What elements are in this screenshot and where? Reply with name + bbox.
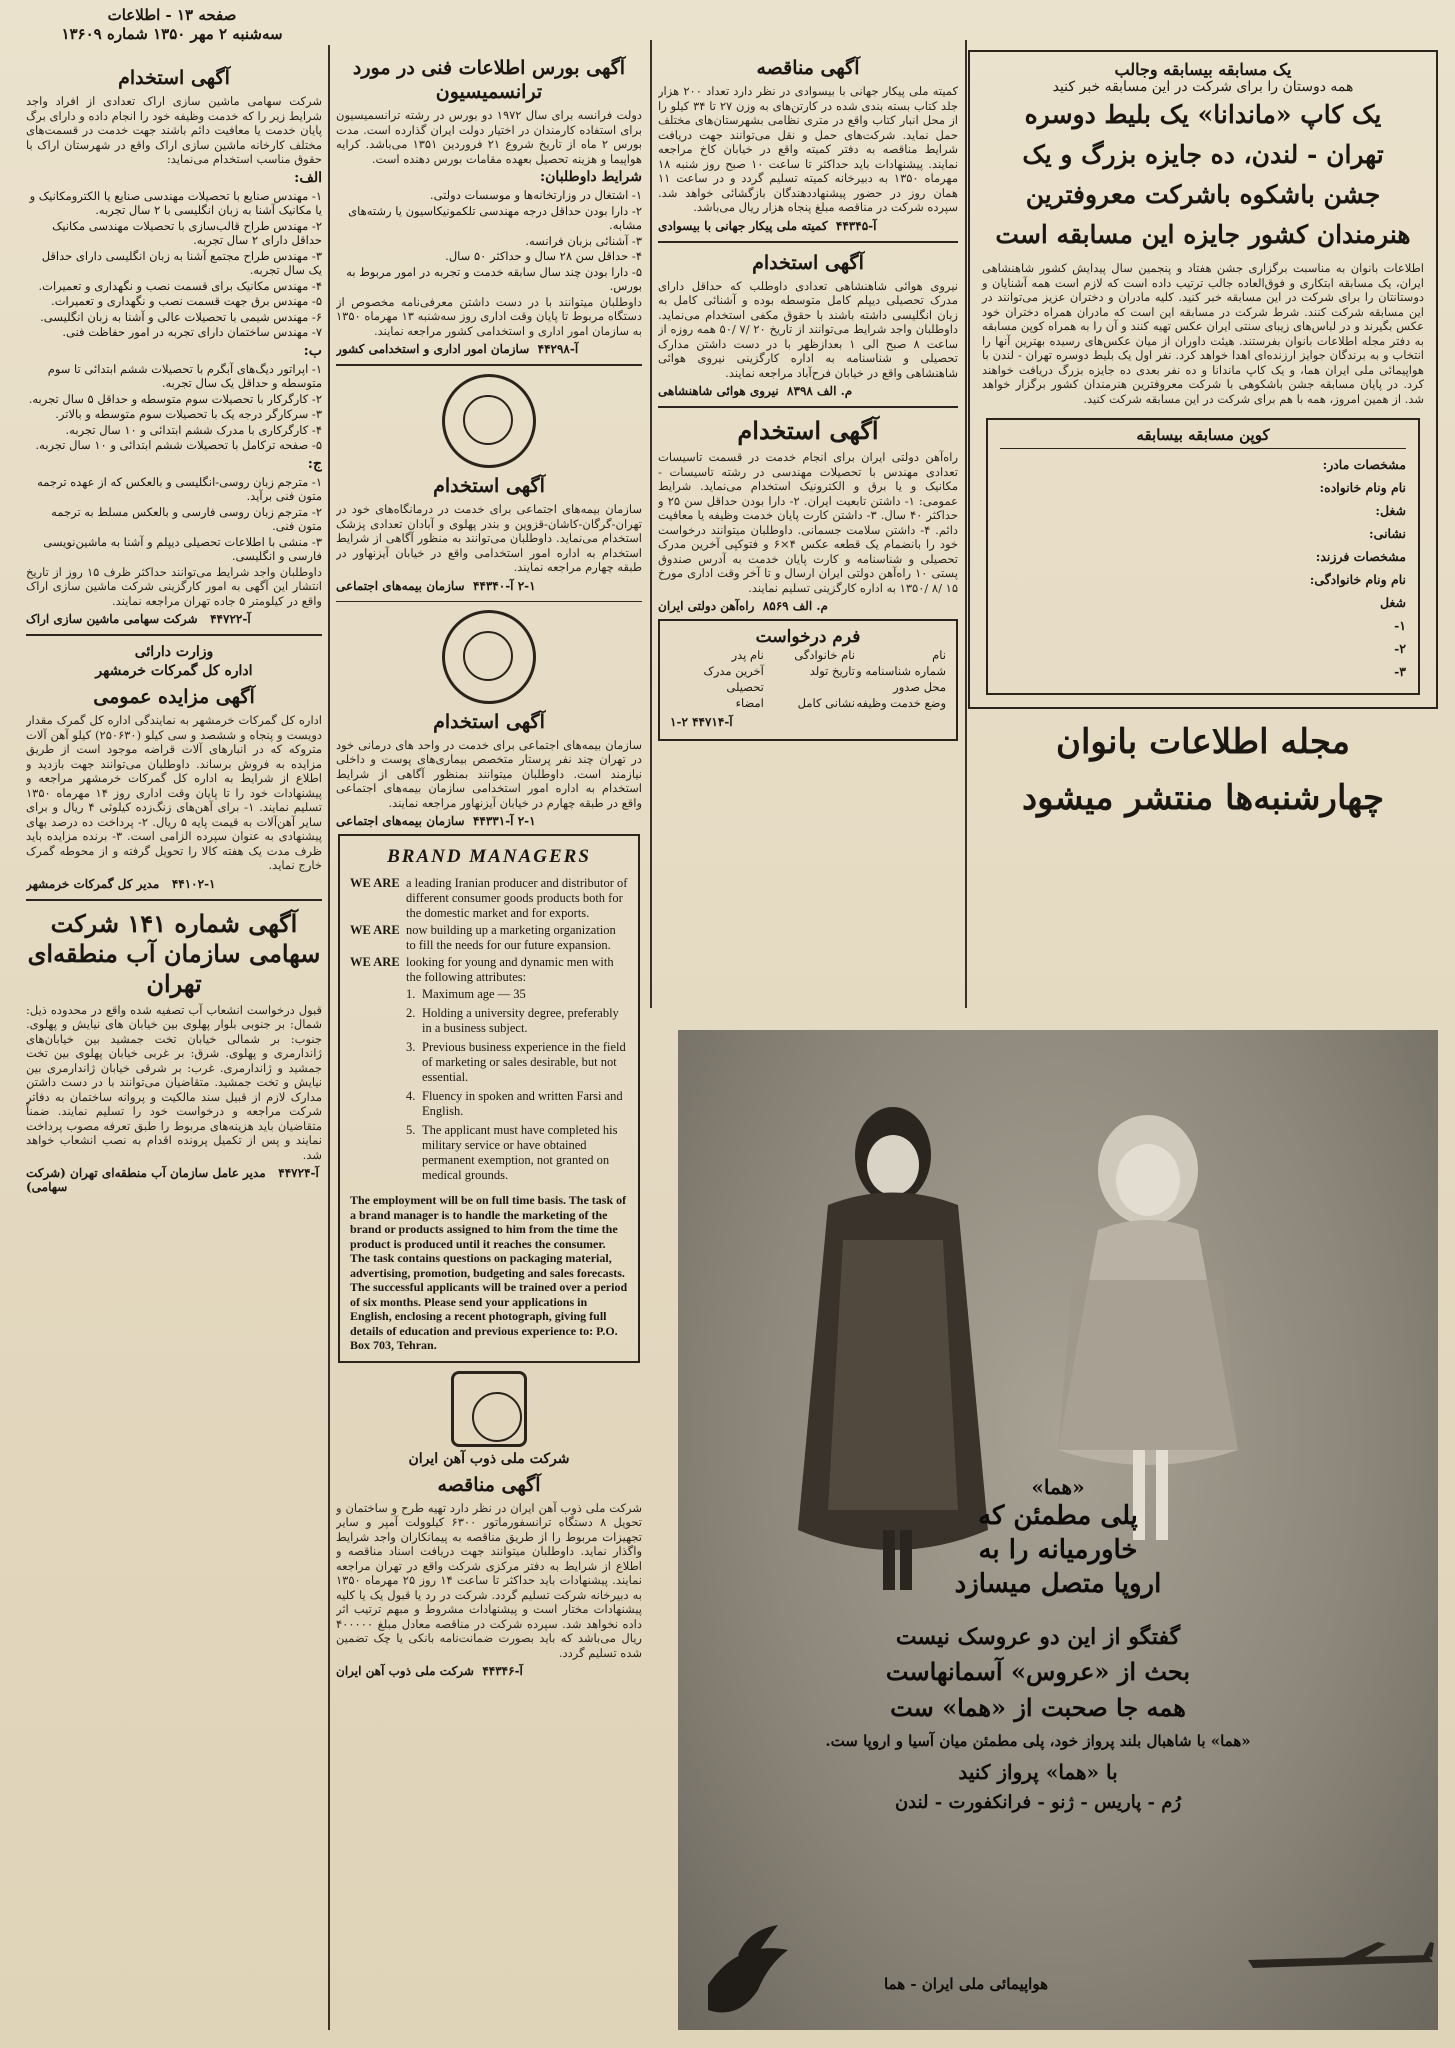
steel-company-logo-icon — [451, 1371, 527, 1447]
coupon-fields — [1000, 457, 1406, 679]
brand-requirement — [406, 1040, 628, 1085]
company-name: شرکت ملی ذوب آهن ایران — [408, 1450, 570, 1467]
contest-ad — [968, 50, 1438, 709]
requirement-text: The applicant must have completed his military service or have obtained permanent exemption, not granted on medical grounds. — [422, 1123, 618, 1182]
brand-requirement — [406, 1089, 628, 1119]
ad-code: م. الف ۸۳۹۸ — [787, 384, 853, 398]
requirement-number: 2. — [406, 1006, 416, 1020]
advertiser-signature — [336, 814, 642, 828]
employment-ad-title: آگهی استخدام — [433, 710, 545, 733]
advertiser-name: کمیته ملی پیکار جهانی با بیسوادی — [658, 218, 828, 233]
tender-ad-title: آگهی مناقصه — [756, 57, 860, 79]
ad-code: ۴۴۱۰۲-۱ — [171, 876, 216, 891]
condition-item: ۲- دارا بودن حداقل درجه مهندسی تلکمونیکاسیون یا رشته‌های مشابه. — [348, 203, 642, 232]
requirement-item: ۴- کارگرکاری با مدرک ششم ابتدائی و ۱۰ سال تجربه. — [65, 422, 322, 437]
form-field-label: شماره شناسنامه و محل صدور — [856, 664, 946, 694]
advertiser-name: نیروی هوائی شاهنشاهی — [658, 384, 779, 398]
employment-ad-footer: داوطلبان واجد شرایط می‌توانند حداکثر ظرف ۱۵ روز از تاریخ انتشار این آگهی به امور کارگزینی شرکت ماشین سازی اراک واقع در کیلومتر ۵ جاده تهران مراجعه نمایند. — [26, 564, 322, 608]
requirement-item: ۵- مهندس برق جهت قسمت نصب و نگهداری و تعمیرات. — [51, 294, 322, 308]
water-ad-title: آگهی شماره ۱۴۱ شرکت سهامی سازمان آب منطقه‌ای تهران — [27, 908, 321, 998]
employment-ad-body: راه‌آهن دولتی ایران برای انجام خدمت در قسمت تاسیسات تعدادی مهندس با تحصیلات مهندسی در رشته تاسیسات - مکانیک و یا برق و الکترونیک استخدام می‌نماید. شرایط عمومی: ۱- داشتن تابعیت ایران. ۲- دارا بودن حداقل سن ۲۵ و حداکثر ۴۰ سال. ۳- داشتن کارت پایان خدمت وظیفه یا معافیت دائم. ۴- داشتن سلامت جسمانی. داوطلبان میتوانند درخواست خود را بانضمام یک قطعه عکس ۴×۶ و فتوکپی آخرین مدرک تحصیلی و شناسنامه و کارت پایان خدمت به آدرس صندوق پستی ۱۰ راه‌آهن دولتی ایران ارسال و تا آخر وقت اداری مورخ ۱۵ /۸ /۱۳۵۰ به اداره کارگزینی تسلیم نمایند. — [658, 450, 958, 595]
we-are-label: WE ARE — [350, 955, 400, 969]
homa-airline-name: هواپیمائی ملی ایران - هما — [883, 1975, 1048, 1993]
ad-code: آ-۴۴۲۹۸ — [537, 342, 579, 356]
requirement-item: ۲- مترجم زبان روسی فارسی و بالعکس مسلط به ترجمه متون فنی. — [51, 504, 322, 533]
employment-ad-body: سازمان بیمه‌های اجتماعی برای خدمت در واحد های درمانی خود در تهران چند نفر پرستار متخصص بیماری‌های پوست و داخلی نیازمند است. داوطلبان میتوانند بمنظور آگاهی از شرایط استخدام به اداره امور استخدامی سازمان بیمه‌های اجتماعی واقع در طبقه چهارم در خیابان آیزنهاور مراجعه نمایند. — [336, 737, 642, 810]
column-2 — [336, 50, 642, 2030]
homa-line-5: با «هما» پرواز کنید — [958, 1760, 1118, 1784]
ad-code: آ-۴۴۷۲۴ — [278, 1166, 319, 1180]
employment-ad-title: آگهی استخدام — [118, 67, 230, 89]
homa-slogan-line: پلی مطمئن که — [978, 1501, 1138, 1531]
brand-we-are-row — [350, 955, 628, 985]
application-form-fields — [670, 647, 946, 711]
column-4 — [968, 50, 1438, 1008]
ministry-name: وزارت دارائی — [134, 644, 214, 660]
requirement-item: ۴- مهندس مکانیک برای قسمت نصب و نگهداری و تعمیرات. — [38, 278, 322, 293]
brand-we-are-row — [350, 876, 628, 921]
brand-requirement — [406, 1123, 628, 1183]
ad-code: ۲-۱ آ-۴۴۳۳۱ — [472, 814, 536, 828]
advertiser-name: راه‌آهن دولتی ایران — [658, 599, 755, 613]
requirement-number: 4. — [406, 1089, 416, 1103]
brand-managers-title: BRAND MANAGERS — [387, 846, 591, 867]
advertiser-signature — [26, 877, 322, 891]
homa-slogan — [928, 1499, 1188, 1601]
advertiser-signature — [26, 612, 322, 626]
advertiser-name: مدیر کل گمرکات خرمشهر — [26, 876, 160, 891]
scholarship-ad-body: دولت فرانسه برای سال ۱۹۷۲ دو بورس در رشته ترانسمیسیون برای استفاده کارمندان در اختیار دولت ایران گذارده است. مدت بورس ۲ ماه از تاریخ شروع ۲۱ فروردین ۱۳۵۱ می‌باشد. کرایه هواپیما و هزینه تحصیل بعهده مقامات بورس دهنده است. — [336, 108, 642, 166]
form-field-label: وضع خدمت وظیفه — [856, 696, 946, 710]
employment-ad-body: سازمان بیمه‌های اجتماعی برای خدمت در درمانگاه‌های خود در تهران-گرگان-کاشان-قزوین و بندر پهلوی و آبادان تعدادی پزشک استخدام می‌نماید. داوطلبان می‌توانند به منظور آگاهی از شرایط استخدام به اداره امور استخدامی واقع در خیابان آیزنهاور در طبقه چهارم مراجعه نمایند. — [336, 502, 642, 574]
column-rule — [965, 40, 967, 1008]
contest-headline-line: هنرمندان کشور جایزه این مسابقه است — [995, 220, 1411, 249]
homa-slogan-line: اروپا متصل میسازد — [954, 1569, 1162, 1599]
advertiser-signature — [658, 219, 958, 233]
requirement-item: ۳- مهندس طراح مجتمع آشنا به زبان انگلیسی دارای حداقل یک سال تجربه. — [41, 248, 322, 277]
water-ad-body: قبول درخواست انشعاب آب تصفیه شده واقع در محدوده ذیل: شمال: بر جنوبی بلوار پهلوی بین خیابان های نیایش و پهلوی. جنوب: بر شمالی خیابان تخت جمشید بین خیابان‌های ژاندارمری و پهلوی. شرق: بر غربی خیابان پهلوی بین تخت جمشید و ژاندارمری. غرب: بر شرقی خیابان ژاندارمری بین نیایش و تخت جمشید. متقاضیان می‌توانند با در دست داشتن مدارک لازم از قبیل سند مالکیت و پروانه ساختمان به دفاتر شرکت مراجعه و درخواست خود را تسلیم نمایند. ضمناً متقاضیان باید هزینه‌های مربوط را طبق تعرفه مصوب پرداخت نمایند و پس از تکمیل پرونده اقدام به نصب انشعاب خواهد شد. — [26, 1002, 322, 1162]
requirement-number: 1. — [406, 987, 416, 1001]
requirement-item: ۳- منشی با اطلاعات تحصیلی دیپلم و آشنا به ماشین‌نویسی فارسی و انگلیسی. — [43, 534, 322, 563]
condition-item: ۴- حداقل سن ۲۸ سال و حداکثر ۵۰ سال. — [445, 249, 642, 263]
requirement-text: Fluency in spoken and written Farsi and English. — [422, 1089, 623, 1118]
conditions-list — [336, 188, 642, 294]
homa-brand: «هما» — [1031, 1475, 1085, 1499]
coupon-field: شغل — [1380, 595, 1406, 610]
form-field-label: نام پدر — [731, 648, 764, 662]
we-are-label: WE ARE — [350, 876, 400, 890]
requirement-text: Holding a university degree, preferably in a business subject. — [422, 1006, 619, 1035]
application-form — [658, 619, 958, 741]
coupon-field: ۳- — [1394, 664, 1406, 679]
form-field-label: تاریخ تولد — [809, 664, 855, 678]
column-1 — [26, 60, 322, 2030]
we-are-text: now building up a marketing organization to fill the needs for our future expansion. — [406, 923, 616, 952]
employment-ad-title: آگهی استخدام — [433, 475, 545, 497]
advertiser-signature — [336, 1664, 642, 1678]
advertiser-name: مدیر عامل سازمان آب منطقه‌ای تهران (شرکت سهامی) — [26, 1166, 266, 1194]
brand-managers-ad — [338, 834, 640, 1363]
brand-requirements-list — [350, 987, 628, 1183]
ad-code: آ-۴۴۳۴۵ — [835, 218, 877, 233]
homa-line-1: گفتگو از این دو عروسک نیست — [895, 1624, 1181, 1650]
advertiser-signature — [26, 1166, 322, 1194]
ad-code: آ-۴۴۷۲۲ — [210, 612, 251, 626]
ad-code: م. الف ۸۵۶۹ — [762, 599, 828, 613]
coupon-field: نام ونام خانوادگی: — [1309, 572, 1406, 587]
homa-slogan-line: خاورمیانه را به — [978, 1535, 1138, 1565]
section-label: ب: — [303, 342, 322, 359]
employment-ad-body: نیروی هوائی شاهنشاهی تعدادی داوطلب که حداقل دارای مدرک تحصیلی دیپلم کامل متوسطه بوده و آشنائی کامل به زبان انگلیسی داشته باشند با حقوق مکفی استخدام می‌نماید. داوطلبان واجد شرایط می‌توانند از تاریخ ۲۰ /۷ /۵۰ همه روزه از ساعت ۸ صبح الی ۱ بعدازظهر با در دست داشتن مدارک تحصیلی و شناسنامه به اداره کارگزینی نیروی هوائی شاهنشاهی واقع در خیابان فرح‌آباد مراجعه نمایند. — [658, 278, 958, 380]
ad-code: آ-۴۴۳۴۶ — [482, 1664, 523, 1678]
requirement-item: ۵- صفحه ترکامل با تحصیلات ششم ابتدائی و ۱۰ سال تجربه. — [35, 438, 322, 452]
requirement-text: Maximum age — 35 — [422, 987, 526, 1001]
coupon-field: نشانی: — [1369, 526, 1406, 541]
requirement-number: 3. — [406, 1040, 416, 1054]
requirement-item: ۲- مهندس طراح قالب‌سازی با تحصیلات مهندسی مکانیک حداقل دارای ۲ سال تجربه. — [52, 218, 322, 247]
requirement-item: ۷- مهندس ساختمان دارای تجربه در امور حفاظت فنی. — [62, 325, 322, 339]
requirement-item: ۶- مهندس شیمی با تحصیلات عالی و آشنا به زبان انگلیسی. — [40, 309, 322, 324]
coupon-field: ۱- — [1394, 618, 1406, 633]
requirement-item: ۱- اپراتور دیگ‌های آبگرم با تحصیلات ششم ابتدائی تا سوم متوسطه و حداقل یک سال تجربه. — [47, 361, 322, 390]
brand-we-are-list — [350, 876, 628, 985]
brand-requirement — [406, 987, 628, 1002]
page-number-line: صفحه ۱۳ - اطلاعات — [107, 6, 237, 24]
ad-code: ۲-۱ آ-۴۴۳۴۰ — [472, 578, 536, 593]
requirement-list — [26, 362, 322, 453]
homa-cities: رُم - پاریس - ژنو - فرانکفورت - لندن — [894, 1792, 1182, 1813]
homa-line-2: بحث از «عروس» آسمانهاست — [885, 1657, 1191, 1686]
coupon-field: شغل: — [1375, 503, 1406, 518]
requirement-item: ۳- سرکارگر درجه یک با تحصیلات سوم متوسطه و بالاتر. — [55, 407, 322, 421]
advertiser-signature — [658, 384, 958, 398]
magazine-schedule: چهارشنبه‌ها منتشر میشود — [1022, 778, 1384, 818]
requirement-number: 5. — [406, 1123, 416, 1137]
homa-bird-logo-icon — [708, 1925, 788, 2013]
advertiser-name: سازمان امور اداری و استخدامی کشور — [336, 342, 530, 356]
application-form-title: فرم درخواست — [755, 627, 861, 647]
form-field-label: نشانی کامل — [797, 696, 855, 710]
column-rule — [328, 45, 330, 2030]
contest-headline-line: جشن باشکوه باشرکت معروفترین — [1025, 180, 1381, 209]
we-are-text: a leading Iranian producer and distributor of different consumer goods products both for the domestic market and for exports. — [406, 876, 628, 920]
we-are-text: looking for young and dynamic men with the following attributes: — [406, 955, 614, 984]
contest-kicker: یک مسابقه بیسابقه وجالب — [1114, 60, 1292, 79]
advertiser-name: شرکت ملی ذوب آهن ایران — [336, 1664, 474, 1678]
homa-airline-ad — [678, 1030, 1438, 2030]
we-are-label: WE ARE — [350, 923, 400, 937]
coupon-field: مشخصات فرزند: — [1315, 549, 1406, 564]
employment-ad-title: آگهی استخدام — [737, 416, 879, 445]
contest-coupon — [986, 418, 1420, 695]
column-3 — [658, 50, 958, 1008]
requirement-list — [26, 475, 322, 564]
ad-divider — [658, 241, 958, 243]
scholarship-ad-title: آگهی بورس اطلاعات فنی در مورد ترانسمیسیون — [352, 57, 626, 103]
scholarship-ad-footer: داوطلبان میتوانند با در دست داشتن معرفی‌نامه مخصوص از دستگاه مربوط تا پایان وقت اداری روز سه‌شنبه ۱۳ مهرماه ۱۳۵۰ به سازمان امور اداری و استخدامی کشور مراجعه نمایند. — [336, 294, 642, 338]
auction-ad-body: اداره کل گمرکات خرمشهر به نمایندگی اداره کل گمرک مقدار دویست و پنجاه و ششصد و سی کیلو (۲۵۰۶۳۰) کیلو آهن آلات متروکه که در انبارهای آلات قراضه موجود است از طریق مزایده به فروش برساند. داوطلبان می‌توانند جهت بازدید و اطلاع از شرایط به اداره کل گمرکات خرمشهر مراجعه و پیشنهادات خود را تا پایان وقت اداری روز ۱۴ مهرماه ۱۳۵۰ تسلیم نمایند. ۱- برای آهن‌های زنگ‌زده کیلوئی ۴ ریال و برای سایر آهن‌آلات به قیمت پایه ۵ ریال. ۲- پرداخت ده درصد بهای پیشنهادی به عنوان سپرده الزامی است. ۳- برنده مزایده باید ظرف مدت یک هفته کالا را تحویل گرفته و از محوطه گمرک خارج نماید. — [26, 713, 322, 872]
office-name: اداره کل گمرکات خرمشهر — [95, 663, 253, 679]
contest-headline-line: یک کاپ «ماندانا» یک بلیط دوسره — [1024, 100, 1382, 129]
requirement-list — [26, 189, 322, 340]
advertiser-signature — [658, 599, 958, 613]
requirement-item: ۱- مترجم زبان روسی-انگلیسی و بالعکس که از عهده ترجمه متون فنی برآید. — [37, 474, 322, 503]
condition-item: ۱- اشتغال در وزارتخانه‌ها و موسسات دولتی. — [429, 188, 642, 202]
ad-code: آ-۴۴۷۱۴ ۲-۱ — [670, 715, 733, 729]
magazine-title: مجله اطلاعات بانوان — [1055, 722, 1351, 762]
ad-divider — [26, 899, 322, 901]
section-label: الف: — [294, 169, 322, 186]
employment-ad-title: آگهی استخدام — [752, 251, 864, 274]
brand-we-are-row — [350, 923, 628, 953]
coupon-field: ۲- — [1394, 641, 1406, 656]
issue-date-line: سه‌شنبه ۲ مهر ۱۳۵۰ شماره ۱۳۶۰۹ — [61, 25, 283, 43]
column-rule — [650, 40, 652, 1008]
section-label: ج: — [307, 455, 322, 472]
contest-headline-line: تهران - لندن، ده جایزه بزرگ و یک — [1022, 140, 1384, 169]
advertiser-name: شرکت سهامی ماشین سازی اراک — [26, 612, 198, 626]
advertiser-signature — [336, 342, 642, 356]
homa-line-3: همه جا صحبت از «هما» ست — [890, 1693, 1186, 1722]
social-insurance-emblem-icon — [442, 374, 536, 468]
contest-subkicker: همه دوستان را برای شرکت در این مسابقه خبر کنید — [1052, 79, 1354, 95]
ad-divider — [26, 634, 322, 636]
requirement-item: ۲- کارگرکار با تحصیلات سوم متوسطه و حداقل ۵ سال تجربه. — [28, 391, 322, 406]
contest-headline — [982, 95, 1424, 255]
page-header — [22, 6, 322, 44]
auction-ad-title: آگهی مزایده عمومی — [93, 686, 255, 708]
tender-ad-body: کمیته ملی پیکار جهانی با بیسوادی در نظر دارد تعداد ۲۰۰ هزار جلد کتاب بسته بندی شده در کارتن‌های به وزن ۲۷ تا ۳۴ کیلو را از محل انبار کتاب واقع در متری نظامی بشهرستان‌های مختلف حمل نماید. شرکت‌های حمل و نقل می‌توانند جهت دریافت شرایط مناقصه به دفتر کمیته واقع در خیابان کاخ مراجعه نمایند. پیشنهادات باید حداکثر تا ساعت ۱۰ صبح روز شنبه ۱۸ مهرماه ۱۳۵۰ به دبیرخانه کمیته تسلیم گردد و در ساعت ۱۱ همان روز در حضور پیشنهاددهندگان بازگشائی خواهد شد. سپرده شرکت در مناقصه مبلغ پنجاه هزار ریال می‌باشد. — [658, 84, 958, 214]
advertiser-name: سازمان بیمه‌های اجتماعی — [336, 578, 465, 593]
tender-ad-body: شرکت ملی ذوب آهن ایران در نظر دارد تهیه طرح و ساختمان و تحویل ۸ دستگاه ترانسفورماتور ۶۳۰۰ کیلوولت آمپر و سایر تجهیزات مربوط را از طریق مناقصه به پیمانکاران واجد شرایط واگذار نماید. داوطلبان میتوانند جهت دریافت اسناد مناقصه و اطلاع از شرایط به دفتر مرکزی شرکت واقع در تهران مراجعه نمایند. پیشنهادات باید حداکثر تا ساعت ۱۴ روز ۲۵ مهرماه ۱۳۵۰ به دبیرخانه شرکت تسلیم گردد. شرکت در رد یا قبول یک یا کلیه پیشنهادات مختار است و پیشنهادات مشروط و مبهم ترتیب اثر داده نخواهد شد. سپرده شرکت در مناقصه معادل مبلغ ۴۰۰۰۰۰ ریال می‌باشد که باید بصورت ضمانت‌نامه بانکی یا چک تضمین شده تسلیم گردد. — [336, 1500, 642, 1660]
advertiser-name: سازمان بیمه‌های اجتماعی — [336, 814, 465, 828]
brand-managers-footer: The employment will be on full time basis. The task of a brand manager is to handle the marketing of the brand or products assigned to him from the time the product is produced until it reaches the consumer. The task contains questions on packaging material, advertising, promotion, budgeting and sales forecasts. The successful applicants will be trained over a period of six months. Please send your applications in English, enclosing a recent photograph, giving full details of education and previous experience to: P.O. Box 703, Tehran. — [350, 1193, 628, 1352]
airplane-icon — [1248, 1942, 1434, 1968]
requirement-item: ۱- مهندس صنایع با تحصیلات مهندسی صنایع یا الکترومکانیک و یا مکانیک آشنا به زبان انگلیسی با ۲ سال تجربه. — [29, 188, 322, 217]
condition-item: ۵- دارا بودن چند سال سابقه خدمت و تجربه در امور مربوط به بورس. — [346, 264, 642, 293]
form-field-label: نام خانوادگی — [794, 648, 855, 662]
contest-body: اطلاعات بانوان به مناسبت برگزاری جشن هفتاد و پنجمین سال پیدایش کشور شاهنشاهی ایران، یک مسابقه ابتکاری و فوق‌العاده جالب ترتیب داده است که لازم است همه آشنایان و دوستانتان را برای شرکت در این مسابقه خبر کنید. کلیه مادران و دختران عزیز می‌توانند در این مسابقه شرکت کنند. شرط شرکت در مسابقه این است که مادران همراه دختران خود عکس بگیرند و در لباس‌های زیبای سنتی ایران عکس تهیه کنند و آن را به همراه کوپن مسابقه به دفتر مجله اطلاعات بانوان بفرستند. هیئت داوران از میان عکس‌های رسیده بهترین آنها را انتخاب و به برندگان جوایز ارزنده‌ای اهدا خواهد کرد. نفر اول یک بلیط دوسره تهران - لندن با هواپیمائی ملی ایران هما، و یک کاپ ماندانا و ده نفر بعدی ده جایزه بزرگ دریافت خواهند کرد. در پایان مسابقه جشن باشکوهی با شرکت معروفترین هنرمندان کشور برگزار خواهد شد. از همین امروز، همه با هم برای شرکت در این مسابقه شرکت کنید. — [982, 261, 1424, 406]
requirement-text: Previous business experience in the field of marketing or sales desirable, but not essential. — [422, 1040, 626, 1084]
coupon-title: کوپن مسابقه بیسابقه — [1000, 426, 1406, 449]
advertiser-signature — [336, 579, 642, 593]
ad-divider — [336, 364, 642, 366]
tender-ad-title: آگهی مناقصه — [437, 1473, 541, 1496]
brand-requirement — [406, 1006, 628, 1036]
employment-ad-intro: شرکت سهامی ماشین سازی اراک تعدادی از افراد واجد شرایط زیر را که خدمت وظیفه خود را انجام داده و دارای برگ پایان خدمت یا معافیت دائم باشند جهت خدمت در قسمت‌های مختلف کارخانه ماشین سازی اراک واقع در شهرستان اراک با حقوق مناسب استخدام می‌نماید: — [26, 94, 322, 166]
ad-divider — [336, 601, 642, 602]
conditions-label: شرایط داوطلبان: — [539, 169, 642, 185]
coupon-field: مشخصات مادر: — [1322, 457, 1406, 472]
form-field-label: نام — [932, 648, 946, 662]
homa-line-4: «هما» با شاهبال بلند پرواز خود، پلی مطمئن میان آسیا و اروپا ست. — [825, 1732, 1251, 1750]
form-field-label: امضاء — [735, 696, 764, 710]
form-field-label: آخرین مدرک تحصیلی — [703, 664, 764, 694]
social-insurance-emblem-icon — [442, 610, 536, 704]
condition-item: ۳- آشنائی بزبان فرانسه. — [525, 233, 642, 248]
ad-divider — [658, 406, 958, 408]
coupon-field: نام ونام خانواده: — [1319, 480, 1406, 495]
